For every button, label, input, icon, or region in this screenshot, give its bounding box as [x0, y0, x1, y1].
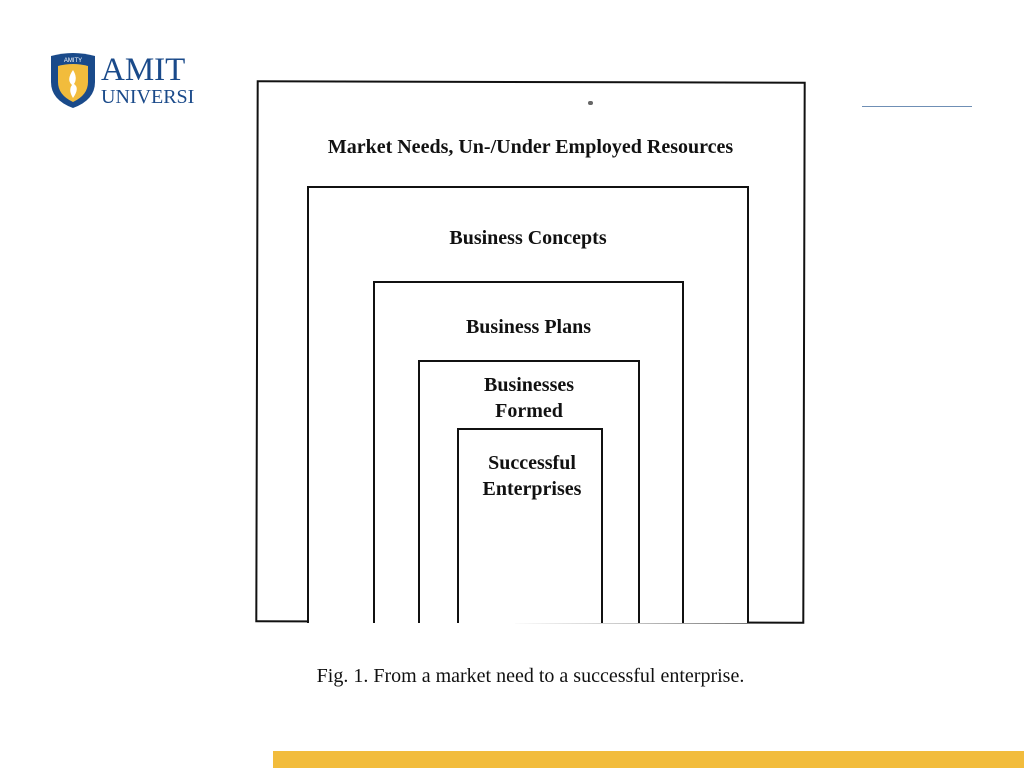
label-business-plans: Business Plans — [465, 316, 592, 338]
header-rule — [862, 106, 972, 107]
amity-university-logo — [48, 52, 200, 110]
label-market-needs: Market Needs, Un-/Under Employed Resources — [327, 136, 734, 158]
label-line: Successful — [488, 452, 576, 474]
label-line: Formed — [495, 400, 563, 422]
logo-wordmark-line2: UNIVERSI — [101, 86, 195, 108]
figure-caption: Fig. 1. From a market need to a successful enterprise. — [316, 665, 745, 687]
footer-accent-bar — [273, 751, 1024, 768]
logo-wordmark-line1: AMIT — [101, 52, 186, 88]
svg-text:AMITY: AMITY — [63, 58, 83, 64]
label-businesses-formed — [418, 372, 640, 424]
scan-speck — [588, 101, 593, 105]
label-successful-enterprises — [457, 450, 607, 502]
label-line: Businesses — [483, 374, 575, 396]
shield-icon — [48, 52, 98, 110]
label-line: Enterprises — [482, 478, 582, 500]
label-business-concepts: Business Concepts — [449, 227, 607, 249]
